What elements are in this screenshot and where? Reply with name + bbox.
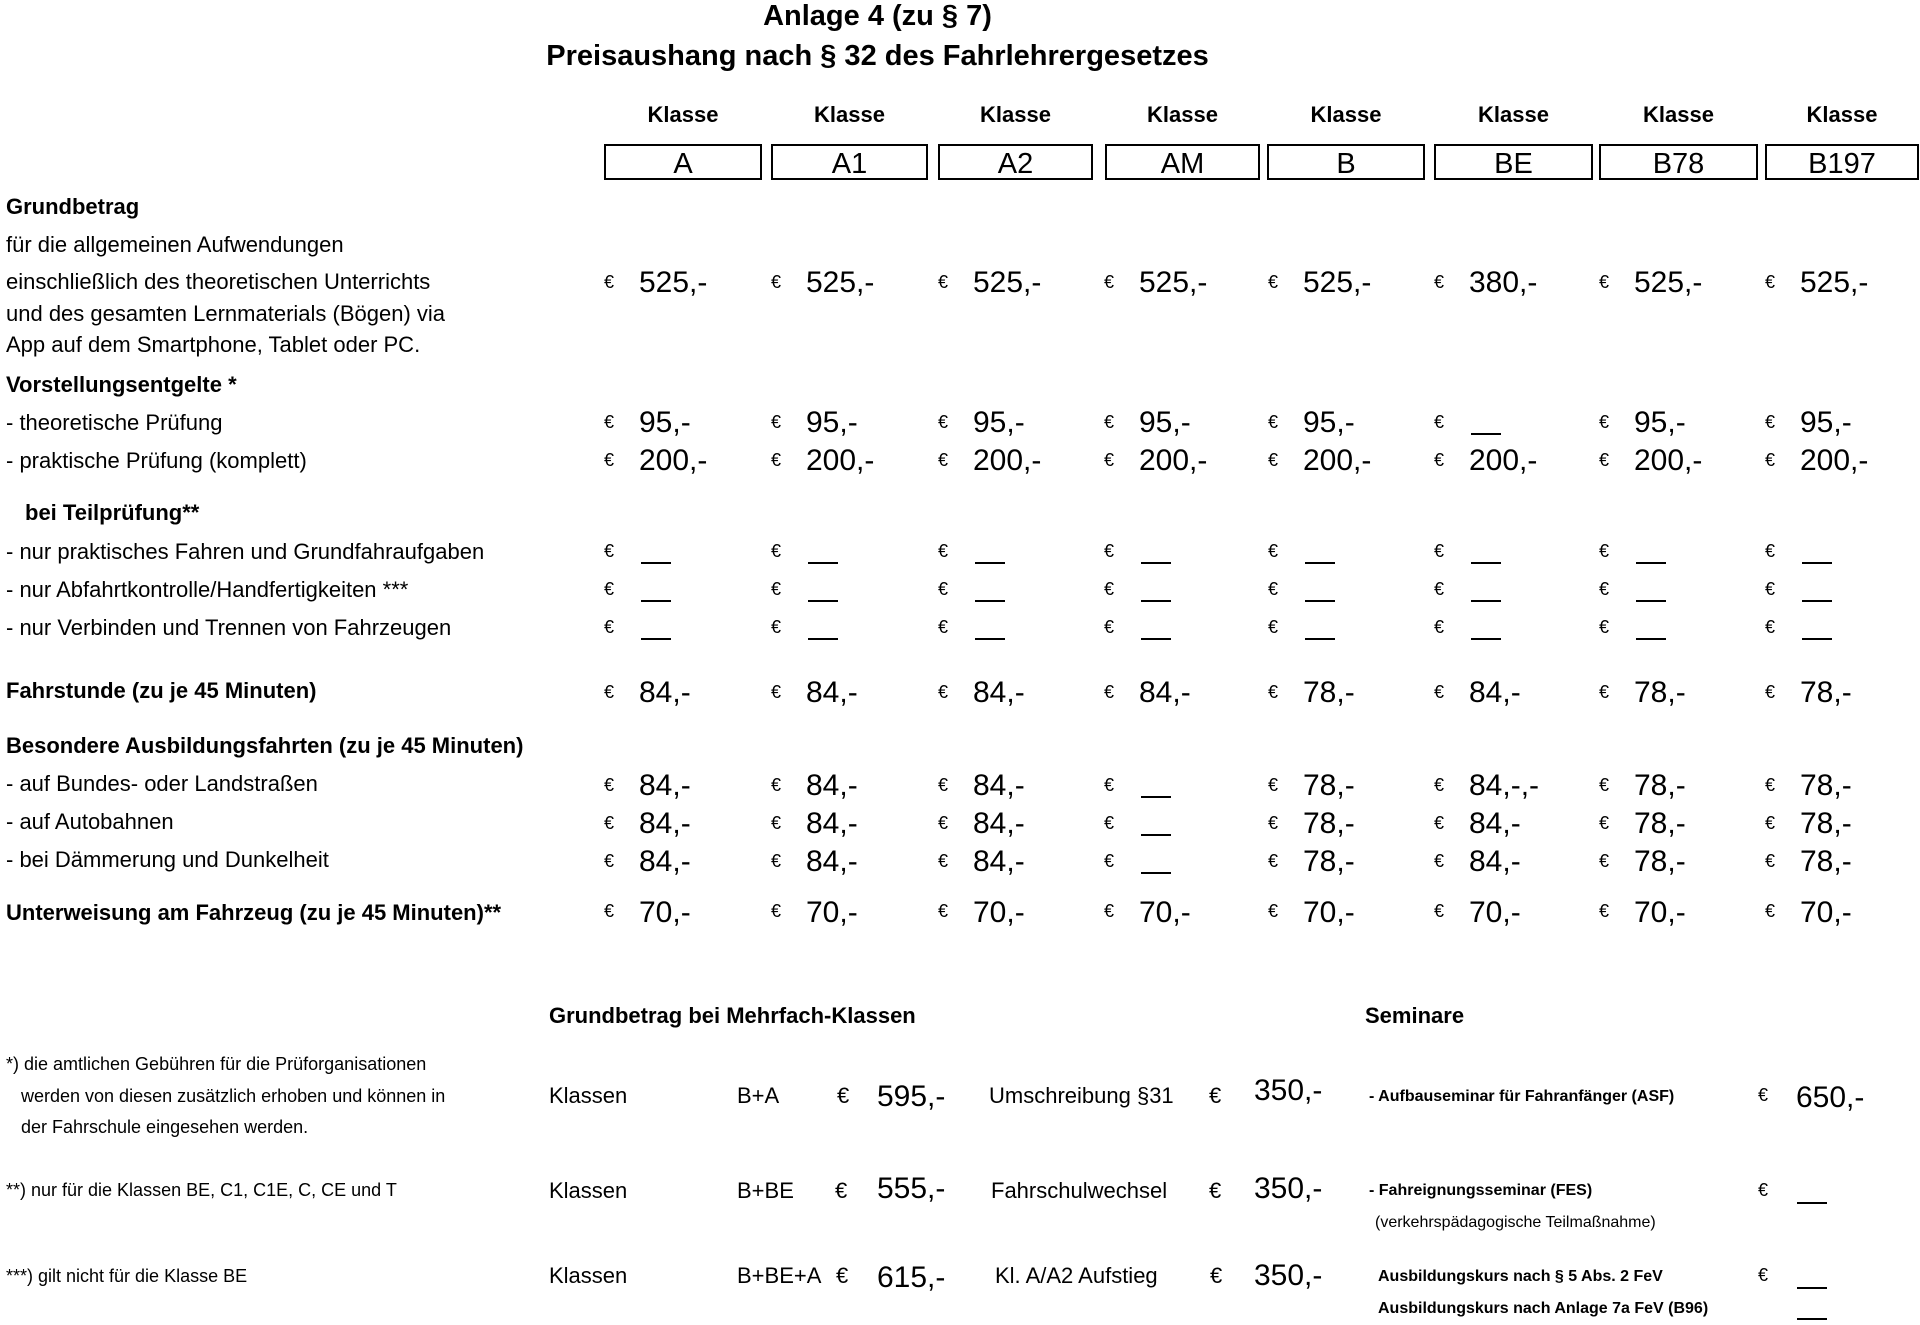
euro-sign: € <box>1209 1083 1222 1108</box>
euro-sign: € <box>771 617 782 637</box>
euro-sign: € <box>604 901 615 921</box>
mehrfach-row-service-price: 350,- <box>1254 1074 1323 1107</box>
price-value: 70,- <box>1469 896 1521 929</box>
euro-sign: € <box>771 450 782 470</box>
price-value: 525,- <box>1303 266 1372 299</box>
euro-sign: € <box>938 901 949 921</box>
teilpruefung-row-label: - nur Abfahrtkontrolle/Handfertigkeiten *** <box>6 577 409 602</box>
euro-sign: € <box>604 682 615 702</box>
price-value: 200,- <box>1303 444 1372 477</box>
price-value: 84,- <box>973 769 1025 802</box>
grundbetrag-line: einschließlich des theoretischen Unterrichts <box>6 269 431 294</box>
euro-sign: € <box>1765 851 1776 871</box>
seminar-fes: - Fahreignungsseminar (FES) <box>1369 1182 1593 1199</box>
price-value: 525,- <box>1800 266 1869 299</box>
seminar-asf-price: 650,- <box>1796 1081 1865 1114</box>
euro-sign: € <box>1210 1263 1223 1288</box>
euro-sign: € <box>837 1083 850 1108</box>
euro-sign: € <box>1434 851 1445 871</box>
euro-sign: € <box>1758 1085 1769 1105</box>
euro-sign: € <box>1599 579 1610 599</box>
euro-sign: € <box>1765 450 1776 470</box>
euro-sign: € <box>1104 682 1115 702</box>
price-value: 78,- <box>1800 769 1852 802</box>
price-value: 200,- <box>639 444 708 477</box>
euro-sign: € <box>835 1178 848 1203</box>
price-value: 78,- <box>1303 845 1355 878</box>
euro-sign: € <box>1268 579 1279 599</box>
euro-sign: € <box>604 412 615 432</box>
euro-sign: € <box>1104 813 1115 833</box>
price-value: 78,- <box>1800 807 1852 840</box>
footnote-1: werden von diesen zusätzlich erhoben und können in <box>21 1086 446 1106</box>
no-price-dash <box>975 562 1005 564</box>
price-value: 95,- <box>1634 406 1686 439</box>
price-value: 84,- <box>639 676 691 709</box>
no-price-dash <box>1636 638 1666 640</box>
euro-sign: € <box>1104 901 1115 921</box>
class-box: A2 <box>938 144 1093 180</box>
teilpruefung-row-label: - nur praktisches Fahren und Grundfahraufgaben <box>6 539 485 564</box>
klasse-label: Klasse <box>1806 102 1878 127</box>
no-price-dash <box>1797 1287 1827 1289</box>
price-value: 70,- <box>639 896 691 929</box>
euro-sign: € <box>771 682 782 702</box>
price-value: 84,- <box>973 676 1025 709</box>
euro-sign: € <box>771 579 782 599</box>
euro-sign: € <box>604 272 615 292</box>
price-value: 78,- <box>1634 845 1686 878</box>
mehrfach-row-service: Fahrschulwechsel <box>991 1178 1168 1203</box>
euro-sign: € <box>1765 682 1776 702</box>
price-value: 525,- <box>1139 266 1208 299</box>
footnote-1: *) die amtlichen Gebühren für die Prüforganisationen <box>6 1054 427 1074</box>
mehrfach-heading: Grundbetrag bei Mehrfach-Klassen <box>549 1003 916 1028</box>
price-value: 200,- <box>1139 444 1208 477</box>
price-value: 525,- <box>1634 266 1703 299</box>
euro-sign: € <box>1599 775 1610 795</box>
euro-sign: € <box>1599 272 1610 292</box>
klasse-label: Klasse <box>1147 102 1218 127</box>
mehrfach-row-label: Klassen <box>549 1083 628 1108</box>
price-value: 84,- <box>806 676 858 709</box>
mehrfach-row-service: Kl. A/A2 Aufstieg <box>995 1263 1158 1288</box>
no-price-dash <box>1636 600 1666 602</box>
euro-sign: € <box>1268 412 1279 432</box>
fahrstunde-label: Fahrstunde (zu je 45 Minuten) <box>6 678 317 703</box>
klasse-label: Klasse <box>1478 102 1549 127</box>
price-value: 95,- <box>1303 406 1355 439</box>
price-value: 84,- <box>1469 807 1521 840</box>
price-value: 70,- <box>1303 896 1355 929</box>
euro-sign: € <box>938 813 949 833</box>
euro-sign: € <box>1104 412 1115 432</box>
price-value: 78,- <box>1634 769 1686 802</box>
euro-sign: € <box>1765 901 1776 921</box>
euro-sign: € <box>1104 775 1115 795</box>
euro-sign: € <box>1268 813 1279 833</box>
euro-sign: € <box>938 541 949 561</box>
euro-sign: € <box>938 272 949 292</box>
price-value: 78,- <box>1634 807 1686 840</box>
no-price-dash <box>1471 562 1501 564</box>
footnote-3: ***) gilt nicht für die Klasse BE <box>6 1266 248 1286</box>
euro-sign: € <box>1268 775 1279 795</box>
no-price-dash <box>1141 796 1171 798</box>
euro-sign: € <box>1268 851 1279 871</box>
price-value: 200,- <box>806 444 875 477</box>
euro-sign: € <box>938 775 949 795</box>
euro-sign: € <box>1765 412 1776 432</box>
euro-sign: € <box>604 450 615 470</box>
euro-sign: € <box>1104 851 1115 871</box>
no-price-dash <box>1797 1318 1827 1320</box>
mehrfach-row-combo: B+BE+A <box>737 1263 822 1288</box>
class-box: AM <box>1105 144 1260 180</box>
price-value: 84,- <box>806 807 858 840</box>
price-value: 200,- <box>973 444 1042 477</box>
euro-sign: € <box>1434 541 1445 561</box>
euro-sign: € <box>604 813 615 833</box>
price-value: 95,- <box>806 406 858 439</box>
euro-sign: € <box>771 412 782 432</box>
euro-sign: € <box>1434 579 1445 599</box>
euro-sign: € <box>604 541 615 561</box>
no-price-dash <box>1471 600 1501 602</box>
no-price-dash <box>1802 600 1832 602</box>
seminar-kurs-2: Ausbildungskurs nach Anlage 7a FeV (B96) <box>1378 1300 1709 1317</box>
no-price-dash <box>1141 638 1171 640</box>
price-value: 380,- <box>1469 266 1538 299</box>
euro-sign: € <box>1434 775 1445 795</box>
price-value: 95,- <box>639 406 691 439</box>
theorie-label: - theoretische Prüfung <box>6 410 223 435</box>
no-price-dash <box>641 600 671 602</box>
price-value: 84,- <box>1469 676 1521 709</box>
euro-sign: € <box>1434 272 1445 292</box>
no-price-dash <box>1141 600 1171 602</box>
euro-sign: € <box>938 617 949 637</box>
euro-sign: € <box>1765 617 1776 637</box>
no-price-dash <box>1141 872 1171 874</box>
unterweisung-label: Unterweisung am Fahrzeug (zu je 45 Minuten)** <box>6 900 502 925</box>
euro-sign: € <box>1599 682 1610 702</box>
price-value: 200,- <box>1634 444 1703 477</box>
besondere-autobahn-label: - auf Autobahnen <box>6 809 174 834</box>
price-value: 525,- <box>639 266 708 299</box>
price-value: 78,- <box>1303 769 1355 802</box>
class-box: BE <box>1434 144 1593 180</box>
price-value: 84,- <box>973 807 1025 840</box>
no-price-dash <box>808 600 838 602</box>
euro-sign: € <box>1599 617 1610 637</box>
euro-sign: € <box>1434 617 1445 637</box>
no-price-dash <box>1305 562 1335 564</box>
euro-sign: € <box>771 775 782 795</box>
euro-sign: € <box>1268 541 1279 561</box>
no-price-dash <box>808 638 838 640</box>
no-price-dash <box>1471 638 1501 640</box>
price-value: 70,- <box>973 896 1025 929</box>
price-value: 84,- <box>1469 845 1521 878</box>
besondere-heading: Besondere Ausbildungsfahrten (zu je 45 Minuten) <box>6 733 524 758</box>
no-price-dash <box>1802 562 1832 564</box>
class-box: B78 <box>1599 144 1758 180</box>
mehrfach-row-price: 555,- <box>877 1172 946 1205</box>
price-value: 78,- <box>1303 676 1355 709</box>
no-price-dash <box>1797 1202 1827 1204</box>
klasse-label: Klasse <box>980 102 1051 127</box>
no-price-dash <box>975 600 1005 602</box>
price-value: 84,- <box>806 769 858 802</box>
euro-sign: € <box>1104 617 1115 637</box>
no-price-dash <box>1305 638 1335 640</box>
mehrfach-row-service-price: 350,- <box>1254 1172 1323 1205</box>
euro-sign: € <box>771 901 782 921</box>
euro-sign: € <box>1104 450 1115 470</box>
price-value: 78,- <box>1800 676 1852 709</box>
price-value: 525,- <box>806 266 875 299</box>
mehrfach-row-combo: B+BE <box>737 1178 794 1203</box>
teilpruefung-heading: bei Teilprüfung** <box>25 500 200 525</box>
euro-sign: € <box>1599 541 1610 561</box>
no-price-dash <box>1305 600 1335 602</box>
euro-sign: € <box>1268 901 1279 921</box>
euro-sign: € <box>1268 272 1279 292</box>
mehrfach-row-label: Klassen <box>549 1178 628 1203</box>
euro-sign: € <box>1268 450 1279 470</box>
grundbetrag-heading: Grundbetrag <box>6 194 140 219</box>
no-price-dash <box>1802 638 1832 640</box>
no-price-dash <box>641 638 671 640</box>
euro-sign: € <box>1599 412 1610 432</box>
euro-sign: € <box>1268 682 1279 702</box>
seminare-heading: Seminare <box>1365 1003 1465 1028</box>
euro-sign: € <box>1434 450 1445 470</box>
price-value: 84,- <box>973 845 1025 878</box>
footnote-1: der Fahrschule eingesehen werden. <box>21 1117 309 1137</box>
price-value: 70,- <box>1139 896 1191 929</box>
no-price-dash <box>641 562 671 564</box>
price-value: 70,- <box>806 896 858 929</box>
euro-sign: € <box>771 541 782 561</box>
euro-sign: € <box>1434 901 1445 921</box>
euro-sign: € <box>604 579 615 599</box>
price-value: 95,- <box>1800 406 1852 439</box>
euro-sign: € <box>771 813 782 833</box>
price-value: 78,- <box>1634 676 1686 709</box>
euro-sign: € <box>1599 851 1610 871</box>
no-price-dash <box>1471 433 1501 435</box>
teilpruefung-row-label: - nur Verbinden und Trennen von Fahrzeugen <box>6 615 452 640</box>
mehrfach-row-service: Umschreibung §31 <box>989 1083 1174 1108</box>
price-value: 95,- <box>973 406 1025 439</box>
class-box: B197 <box>1765 144 1919 180</box>
no-price-dash <box>808 562 838 564</box>
praxis-label: - praktische Prüfung (komplett) <box>6 448 307 473</box>
euro-sign: € <box>1434 412 1445 432</box>
price-value: 84,- <box>639 769 691 802</box>
euro-sign: € <box>1104 272 1115 292</box>
page-title: Anlage 4 (zu § 7) <box>763 0 992 32</box>
price-value: 84,- <box>1139 676 1191 709</box>
euro-sign: € <box>1104 579 1115 599</box>
euro-sign: € <box>1599 901 1610 921</box>
klasse-label: Klasse <box>1643 102 1714 127</box>
page-subtitle: Preisaushang nach § 32 des Fahrlehrergesetzes <box>546 40 1209 72</box>
footnote-2: **) nur für die Klassen BE, C1, C1E, C, CE und T <box>6 1180 397 1200</box>
grundbetrag-line: App auf dem Smartphone, Tablet oder PC. <box>6 332 421 357</box>
euro-sign: € <box>1268 617 1279 637</box>
seminar-kurs-1: Ausbildungskurs nach § 5 Abs. 2 FeV <box>1378 1268 1663 1285</box>
euro-sign: € <box>1599 450 1610 470</box>
mehrfach-row-price: 615,- <box>877 1261 946 1294</box>
price-value: 84,-,- <box>1469 769 1540 802</box>
class-box: B <box>1267 144 1425 180</box>
euro-sign: € <box>771 272 782 292</box>
no-price-dash <box>975 638 1005 640</box>
price-value: 200,- <box>1469 444 1538 477</box>
euro-sign: € <box>604 617 615 637</box>
euro-sign: € <box>604 775 615 795</box>
price-value: 84,- <box>639 807 691 840</box>
euro-sign: € <box>1104 541 1115 561</box>
price-value: 84,- <box>639 845 691 878</box>
euro-sign: € <box>1209 1178 1222 1203</box>
seminar-asf: - Aufbauseminar für Fahranfänger (ASF) <box>1369 1088 1675 1105</box>
price-value: 200,- <box>1800 444 1869 477</box>
vorstellung-heading: Vorstellungsentgelte * <box>6 372 237 397</box>
euro-sign: € <box>938 412 949 432</box>
class-box: A1 <box>771 144 928 180</box>
grundbetrag-line: für die allgemeinen Aufwendungen <box>6 232 344 257</box>
mehrfach-row-label: Klassen <box>549 1263 628 1288</box>
klasse-label: Klasse <box>814 102 885 127</box>
grundbetrag-line: und des gesamten Lernmaterials (Bögen) via <box>6 301 446 326</box>
price-value: 95,- <box>1139 406 1191 439</box>
euro-sign: € <box>604 851 615 871</box>
euro-sign: € <box>1765 541 1776 561</box>
euro-sign: € <box>771 851 782 871</box>
price-value: 525,- <box>973 266 1042 299</box>
price-value: 84,- <box>806 845 858 878</box>
price-value: 70,- <box>1634 896 1686 929</box>
euro-sign: € <box>1765 579 1776 599</box>
euro-sign: € <box>1599 813 1610 833</box>
euro-sign: € <box>938 682 949 702</box>
euro-sign: € <box>938 579 949 599</box>
klasse-label: Klasse <box>1310 102 1382 127</box>
price-value: 78,- <box>1303 807 1355 840</box>
klasse-label: Klasse <box>647 102 719 127</box>
besondere-nacht-label: - bei Dämmerung und Dunkelheit <box>6 847 329 872</box>
euro-sign: € <box>1758 1180 1769 1200</box>
class-box: A <box>604 144 762 180</box>
euro-sign: € <box>1434 813 1445 833</box>
mehrfach-row-price: 595,- <box>877 1080 946 1113</box>
besondere-land-label: - auf Bundes- oder Landstraßen <box>6 771 318 796</box>
no-price-dash <box>1141 562 1171 564</box>
seminar-fes-sub: (verkehrspädagogische Teilmaßnahme) <box>1375 1214 1656 1231</box>
mehrfach-row-service-price: 350,- <box>1254 1259 1323 1292</box>
mehrfach-row-combo: B+A <box>737 1083 780 1108</box>
price-value: 70,- <box>1800 896 1852 929</box>
euro-sign: € <box>1434 682 1445 702</box>
euro-sign: € <box>1765 813 1776 833</box>
euro-sign: € <box>1765 775 1776 795</box>
euro-sign: € <box>836 1263 849 1288</box>
euro-sign: € <box>1758 1265 1769 1285</box>
price-value: 78,- <box>1800 845 1852 878</box>
no-price-dash <box>1141 834 1171 836</box>
no-price-dash <box>1636 562 1666 564</box>
euro-sign: € <box>1765 272 1776 292</box>
euro-sign: € <box>938 450 949 470</box>
euro-sign: € <box>938 851 949 871</box>
